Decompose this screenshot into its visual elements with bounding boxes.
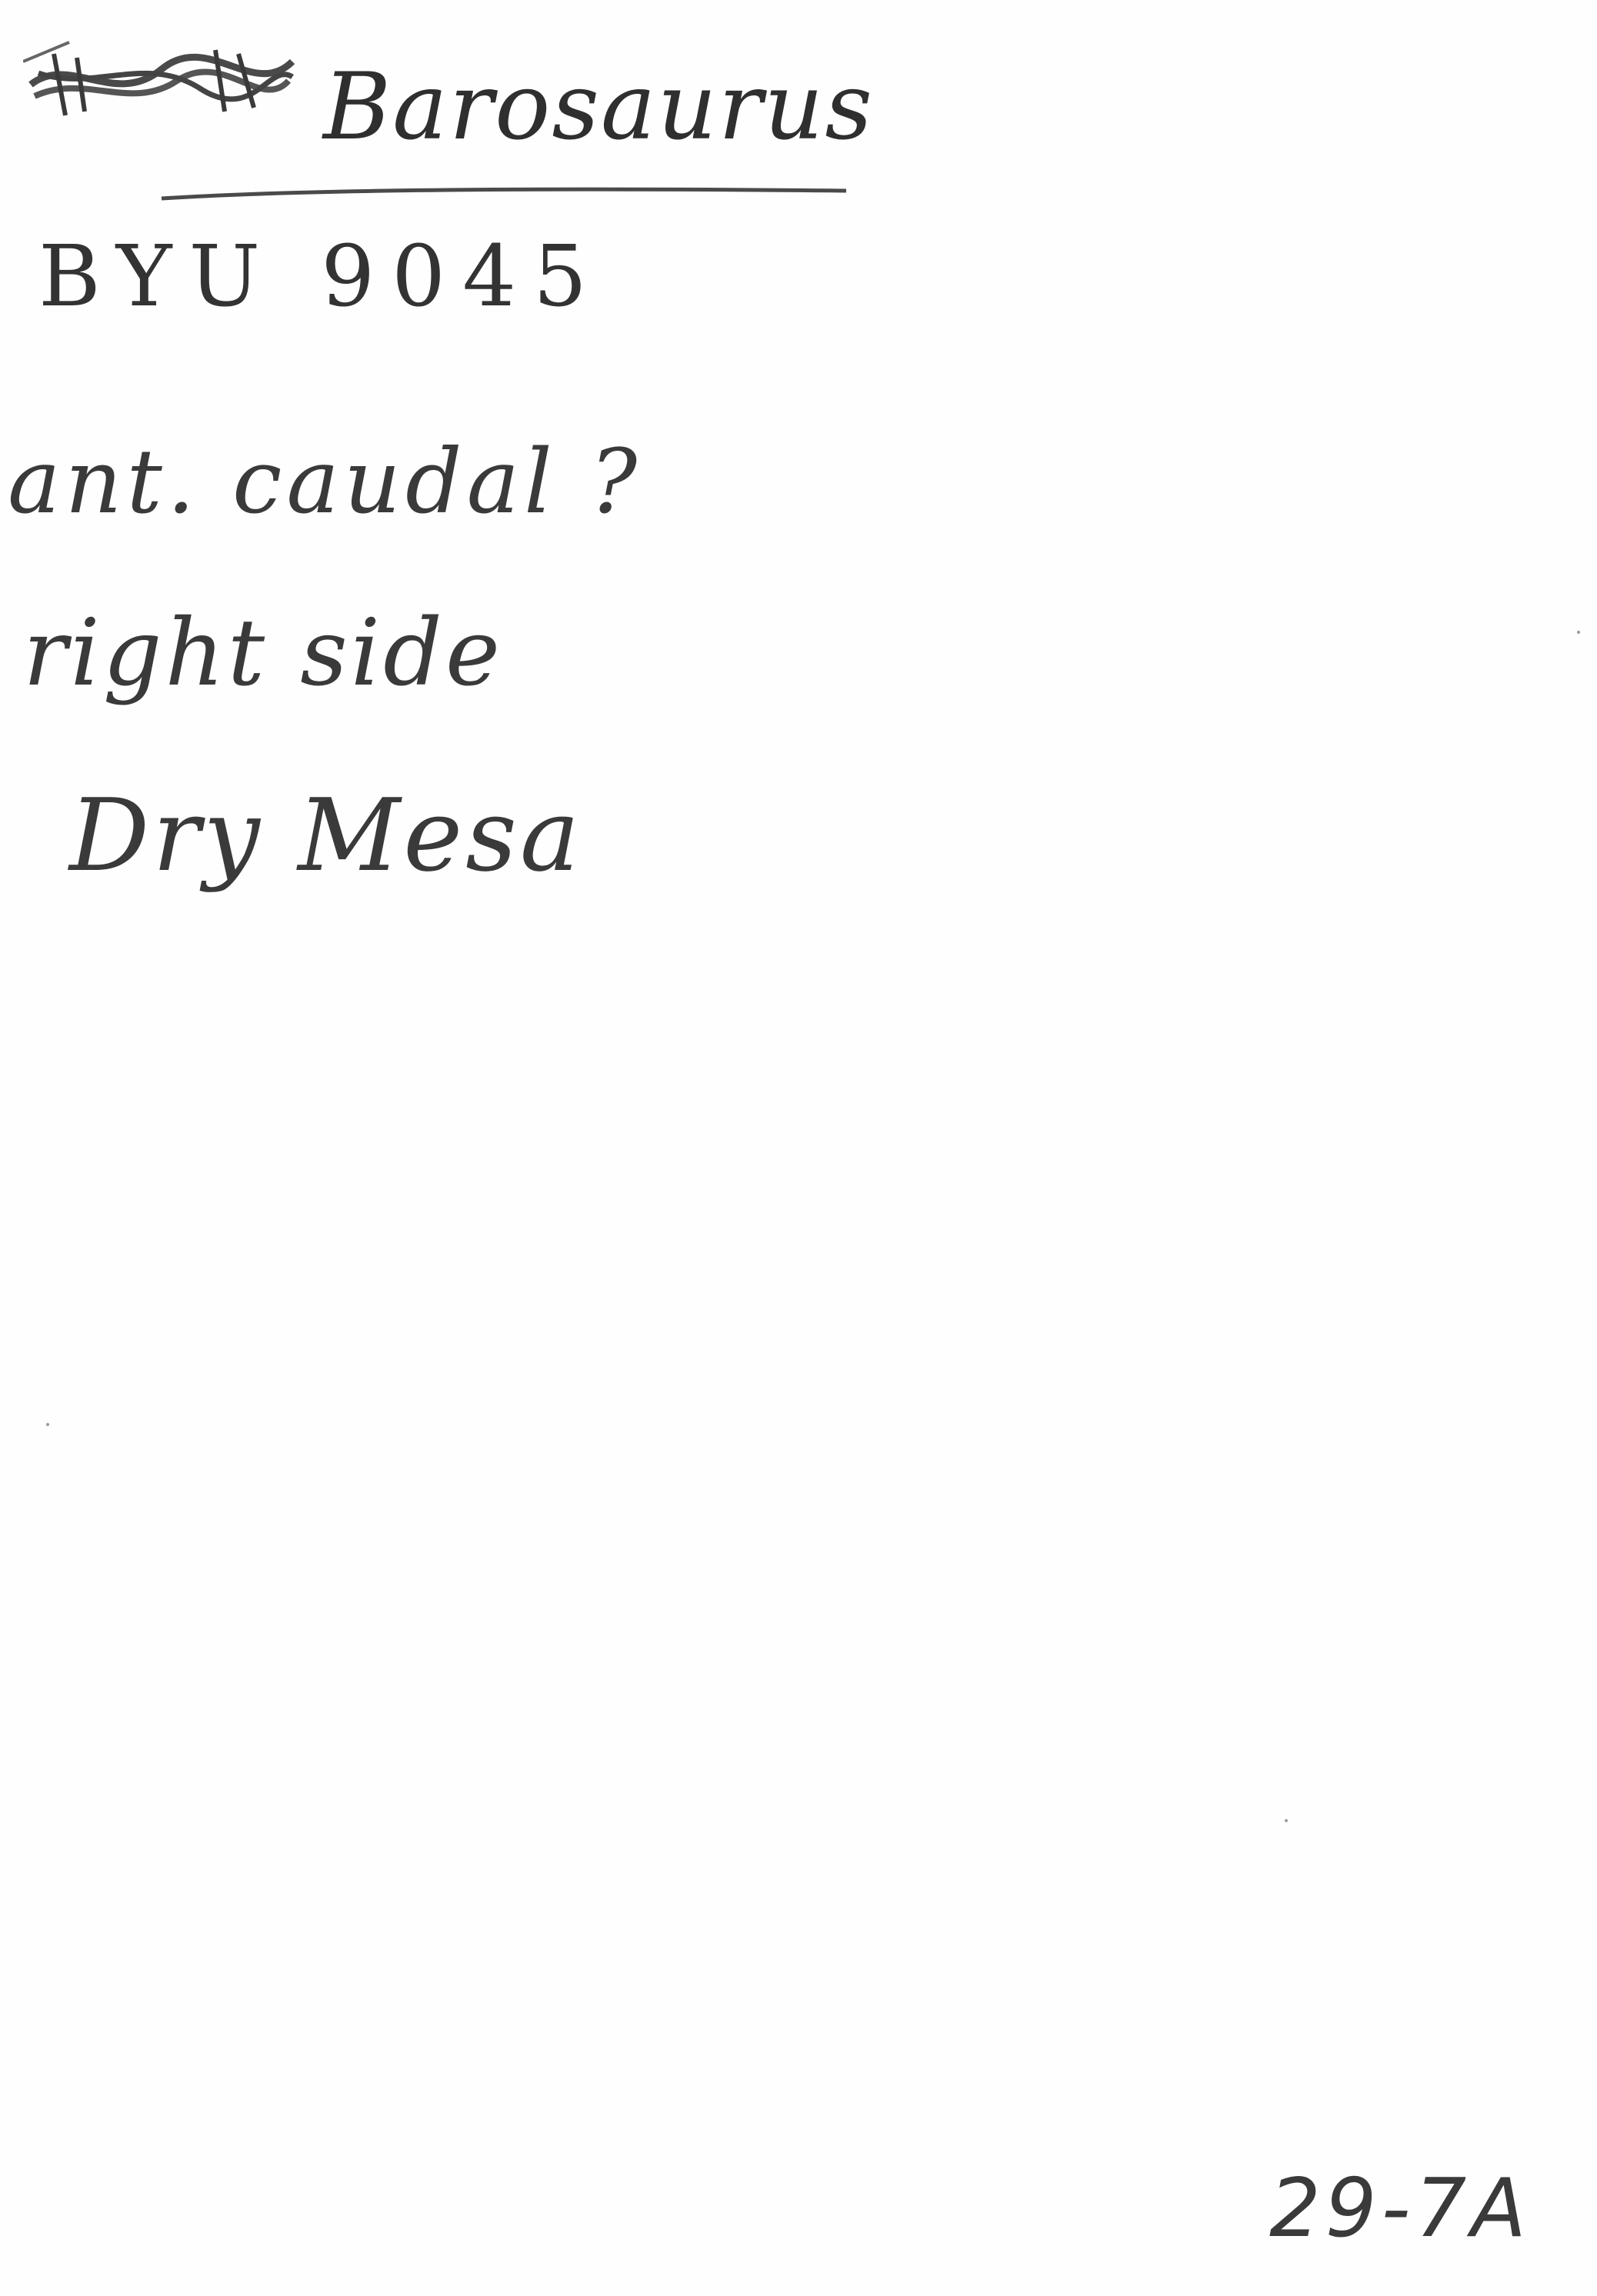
title-underline <box>158 182 850 205</box>
locality: Dry Mesa <box>69 777 583 894</box>
genus-label: Barosaurus <box>323 54 874 161</box>
element-description: ant. caudal ? <box>8 431 642 534</box>
paper-speck <box>1577 631 1580 634</box>
paper-speck <box>46 1423 49 1426</box>
side-description: right side <box>23 600 504 707</box>
paper-speck <box>1285 1819 1288 1822</box>
struck-out-notation <box>23 38 300 123</box>
catalog-mark: 29-7A <box>1269 2161 1532 2255</box>
specimen-number: BYU 9045 <box>38 227 605 325</box>
